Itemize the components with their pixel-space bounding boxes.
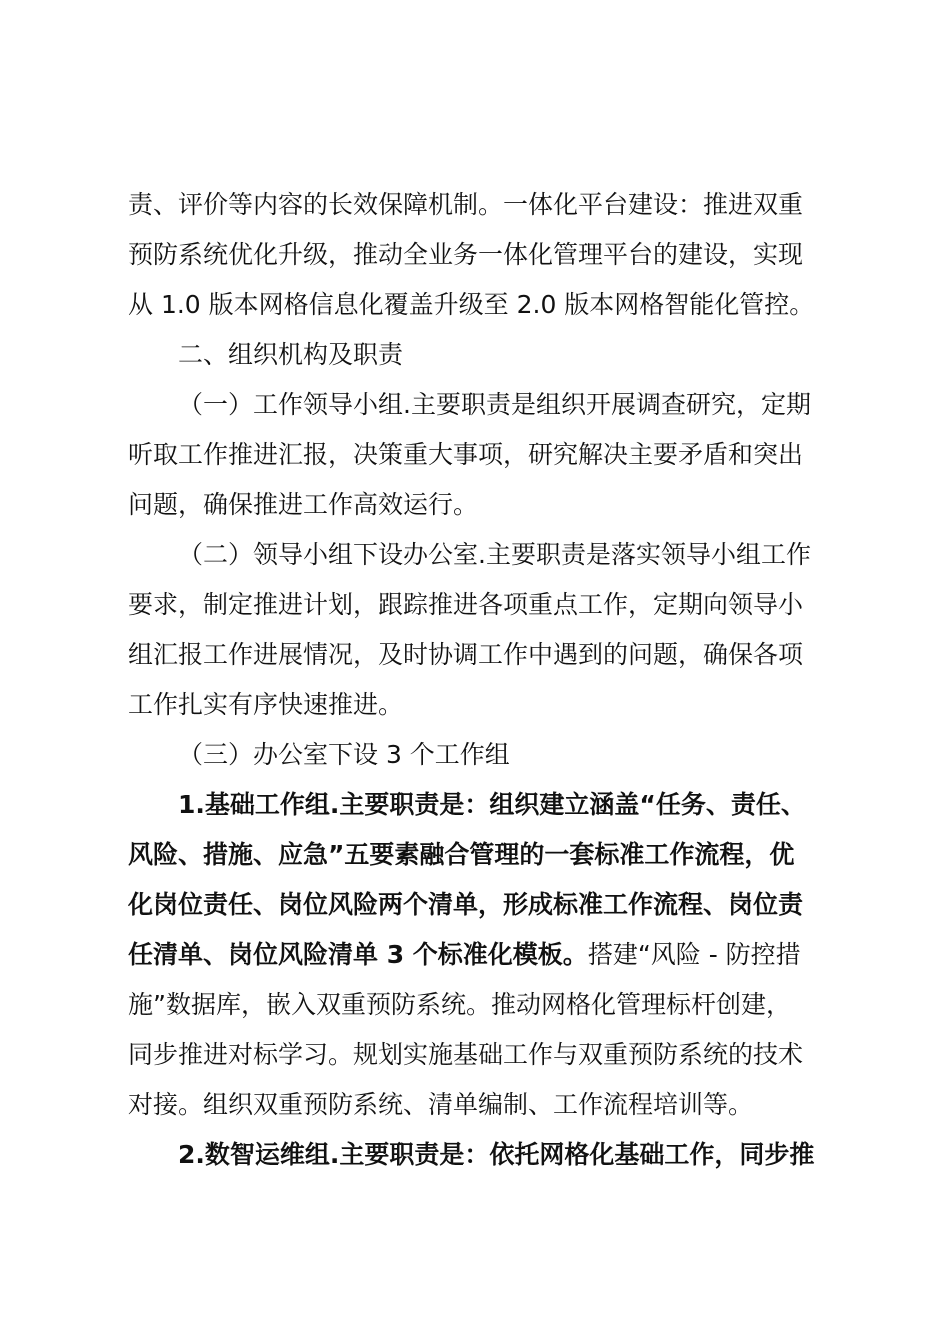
text-line	[128, 235, 828, 275]
text-line	[178, 385, 828, 425]
line-segment: 责、评价等内容的长效保障机制。一体化平台建设：推进双重	[128, 190, 804, 219]
line-segment: 2.数智运维组.主要职责是：依托网格化基础工作，同步推	[178, 1140, 815, 1169]
text-line	[178, 785, 828, 825]
line-segment: 预防系统优化升级，推动全业务一体化管理平台的建设，实现	[128, 240, 804, 269]
text-line	[128, 635, 828, 675]
line-segment: 问题，确保推进工作高效运行。	[128, 490, 479, 519]
text-line	[178, 535, 828, 575]
line-segment: 组汇报工作进展情况，及时协调工作中遇到的问题，确保各项	[128, 640, 804, 669]
text-line	[128, 685, 828, 725]
text-line	[128, 835, 828, 875]
text-line	[128, 985, 828, 1025]
text-line	[128, 935, 828, 975]
text-line	[128, 585, 828, 625]
text-line	[128, 1035, 828, 1075]
text-line	[128, 285, 828, 325]
text-line	[128, 885, 828, 925]
text-line	[128, 1085, 828, 1125]
line-segment: 同步推进对标学习。规划实施基础工作与双重预防系统的技术	[128, 1040, 804, 1069]
line-segment: 要求，制定推进计划，跟踪推进各项重点工作，定期向领导小	[128, 590, 804, 619]
line-segment: 任清单、岗位风险清单 3 个标准化模板。	[128, 940, 588, 969]
line-segment: 从 1.0 版本网格信息化覆盖升级至 2.0 版本网格智能化管控。	[128, 290, 815, 319]
line-segment: （二）领导小组下设办公室.主要职责是落实领导小组工作	[178, 540, 811, 569]
text-line	[128, 485, 828, 525]
line-segment: 工作扎实有序快速推进。	[128, 690, 404, 719]
line-segment: 对接。组织双重预防系统、清单编制、工作流程培训等。	[128, 1090, 754, 1119]
line-segment: 搭建“风险 - 防控措	[587, 940, 801, 969]
subsection-heading	[178, 735, 828, 775]
line-segment: （三）办公室下设 3 个工作组	[178, 740, 510, 769]
line-segment: 1.基础工作组.主要职责是：组织建立涵盖“任务、责任、	[178, 790, 806, 819]
line-segment: 二、组织机构及职责	[178, 340, 404, 369]
text-line	[178, 1135, 828, 1175]
line-segment: 化岗位责任、岗位风险两个清单，形成标准工作流程、岗位责	[128, 890, 804, 919]
line-segment: （一）工作领导小组.主要职责是组织开展调查研究，定期	[178, 390, 811, 419]
section-heading	[178, 335, 828, 375]
line-segment: 施”数据库，嵌入双重预防系统。推动网格化管理标杆创建，	[128, 990, 791, 1019]
line-segment: 听取工作推进汇报，决策重大事项，研究解决主要矛盾和突出	[128, 440, 804, 469]
text-line	[128, 185, 828, 225]
line-segment: 风险、措施、应急”五要素融合管理的一套标准工作流程，优	[128, 840, 795, 869]
text-line	[128, 435, 828, 475]
